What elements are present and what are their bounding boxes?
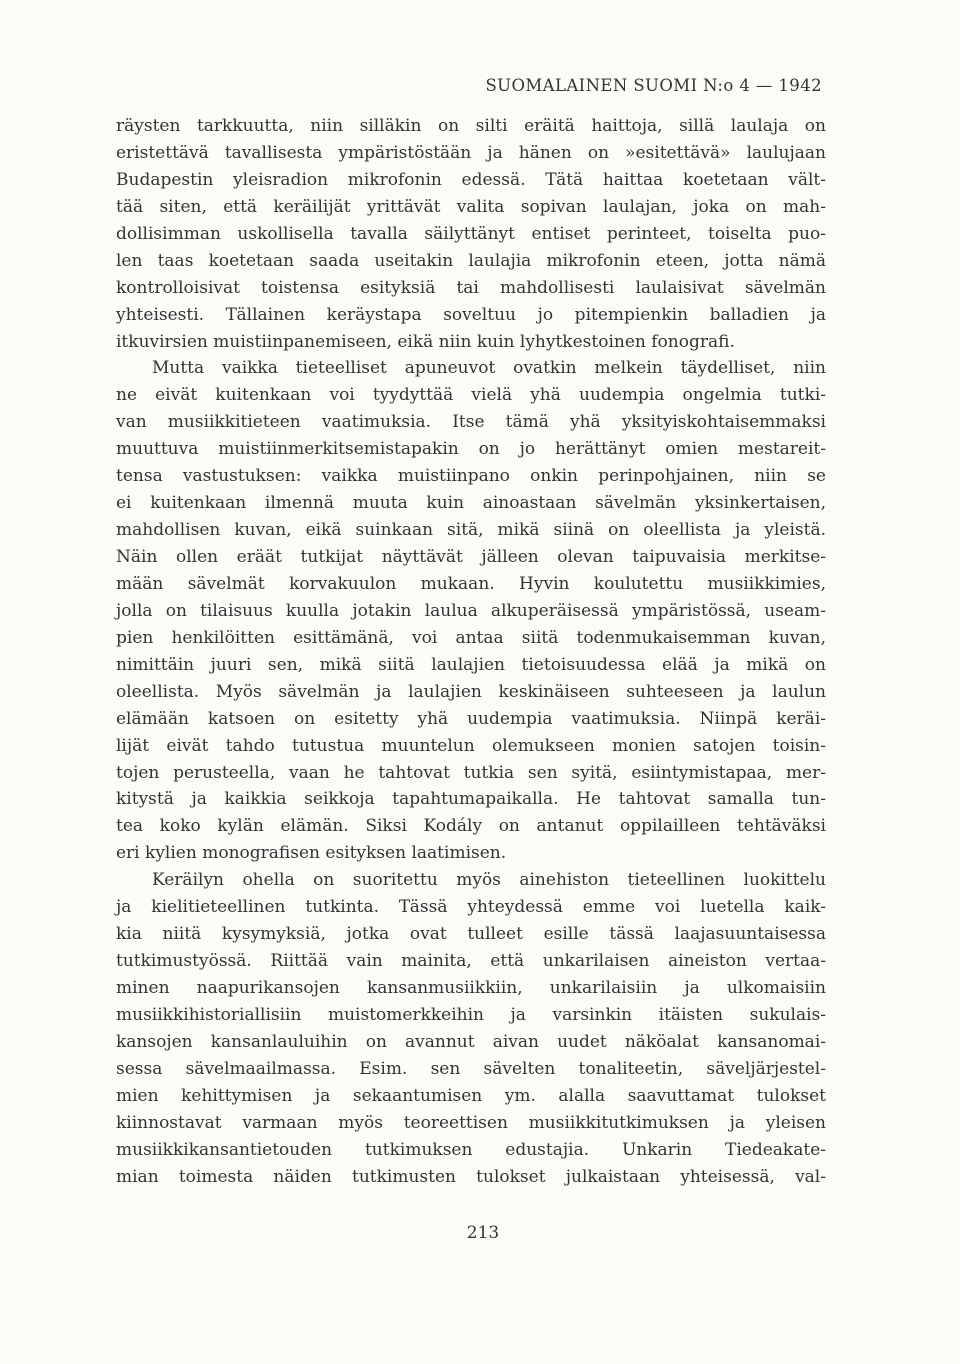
text-line: kitystä ja kaikkia seikkoja tapahtumapaikalla. He tahtovat samalla tun-: [116, 789, 826, 810]
text-line: ja kielitieteellinen tutkinta. Tässä yhteydessä emme voi luetella kaik-: [116, 897, 826, 918]
text-line: len taas koetetaan saada useitakin laulajia mikrofonin eteen, jotta nämä: [116, 250, 826, 271]
text-line: Näin ollen eräät tutkijat näyttävät jälleen olevan taipuvaisia merkitse-: [116, 547, 826, 567]
text-line: oleellista. Myös sävelmän ja laulajien keskinäiseen suhteeseen ja laulun: [116, 681, 826, 702]
text-line: kontrolloisivat toistensa esityksiä tai mahdollisesti laulaisivat sävelmän: [116, 277, 826, 298]
text-line: musiikkihistoriallisiin muistomerkkeihin ja varsinkin itäisten sukulais-: [116, 1004, 826, 1025]
text-line: mahdollisen kuvan, eikä suinkaan sitä, mikä siinä on oleellista ja yleistä.: [116, 520, 826, 541]
text-line: lijät eivät tahdo tutustua muuntelun olemukseen monien satojen toisin-: [116, 735, 826, 756]
text-line: kiinnostavat varmaan myös teoreettisen musiikkitutkimuksen ja yleisen: [116, 1112, 826, 1133]
text-line: tea koko kylän elämän. Siksi Kodály on antanut oppilailleen tehtäväksi: [116, 816, 826, 837]
text-line: ei kuitenkaan ilmennä muuta kuin ainoastaan sävelmän yksinkertaisen,: [116, 493, 826, 514]
text-line: tojen perusteella, vaan he tahtovat tutkia sen syitä, esiintymistapaa, mer-: [116, 762, 826, 783]
text-line: mien kehittymisen ja sekaantumisen ym. alalla saavuttamat tulokset: [116, 1085, 826, 1106]
text-line: eri kylien monografisen esityksen laatimisen.: [116, 843, 507, 864]
text-line: ne eivät kuitenkaan voi tyydyttää vielä yhä uudempia ongelmia tutki-: [116, 385, 826, 406]
paragraph-start-line: Keräilyn ohella on suoritettu myös ainehiston tieteellinen luokittelu: [152, 870, 826, 891]
text-line: räysten tarkkuutta, niin silläkin on silti eräitä haittoja, sillä laulaja on: [116, 116, 826, 136]
text-line: minen naapurikansojen kansanmusiikkiin, unkarilaisiin ja ulkomaisiin: [116, 978, 826, 998]
text-line: pien henkilöitten esittämänä, voi antaa siitä todenmukaisemman kuvan,: [116, 627, 826, 648]
text-line: kia niitä kysymyksiä, jotka ovat tulleet esille tässä laajasuuntaisessa: [116, 924, 826, 945]
text-line: mian toimesta näiden tutkimusten tulokset julkaistaan yhteisessä, val-: [116, 1166, 826, 1187]
text-line: jolla on tilaisuus kuulla jotakin laulua alkuperäisessä ympäristössä, useam-: [116, 600, 826, 621]
text-line: itkuvirsien muistiinpanemiseen, eikä niin kuin lyhytkestoinen fonografi.: [116, 331, 735, 352]
text-line: dollisimman uskollisella tavalla säilyttänyt entiset perinteet, toiselta puo-: [116, 223, 826, 244]
text-line: mään sävelmät korvakuulon mukaan. Hyvin koulutettu musiikkimies,: [116, 573, 826, 594]
paragraph-start-line: Mutta vaikka tieteelliset apuneuvot ovatkin melkein täydelliset, niin: [152, 358, 826, 379]
text-line: Budapestin yleisradion mikrofonin edessä. Tätä haittaa koetetaan vält-: [116, 169, 826, 190]
text-line: nimittäin juuri sen, mikä siitä laulajien tietoisuudessa elää ja mikä on: [116, 654, 826, 675]
text-line: tensa vastustuksen: vaikka muistiinpano onkin perinpohjainen, niin se: [116, 466, 826, 487]
text-line: tutkimustyössä. Riittää vain mainita, että unkarilaisen aineiston vertaa-: [116, 951, 826, 972]
page-number: 213: [466, 1223, 500, 1243]
text-line: kansojen kansanlauluihin on avannut aivan uudet näköalat kansanomai-: [116, 1031, 826, 1052]
running-head: SUOMALAINEN SUOMI N:o 4 — 1942: [485, 76, 822, 95]
text-line: tää siten, että keräilijät yrittävät valita sopivan laulajan, joka on mah-: [116, 196, 826, 217]
body-text: [116, 113, 826, 1191]
text-line: eristettävä tavallisesta ympäristöstään ja hänen on »esitettävä» laulujaan: [116, 142, 826, 163]
text-line: van musiikkitieteen vaatimuksia. Itse tämä yhä yksityiskohtaisemmaksi: [116, 412, 826, 433]
text-line: sessa sävelmaailmassa. Esim. sen sävelten tonaliteetin, säveljärjestel-: [116, 1058, 826, 1079]
text-line: muuttuva muistiinmerkitsemistapakin on jo herättänyt omien mestareit-: [116, 439, 826, 460]
text-line: yhteisesti. Tällainen keräystapa soveltuu jo pitempienkin balladien ja: [116, 304, 826, 325]
text-line: musiikkikansantietouden tutkimuksen edustajia. Unkarin Tiedeakate-: [116, 1139, 826, 1160]
text-line: elämään katsoen on esitetty yhä uudempia vaatimuksia. Niinpä keräi-: [116, 708, 826, 729]
